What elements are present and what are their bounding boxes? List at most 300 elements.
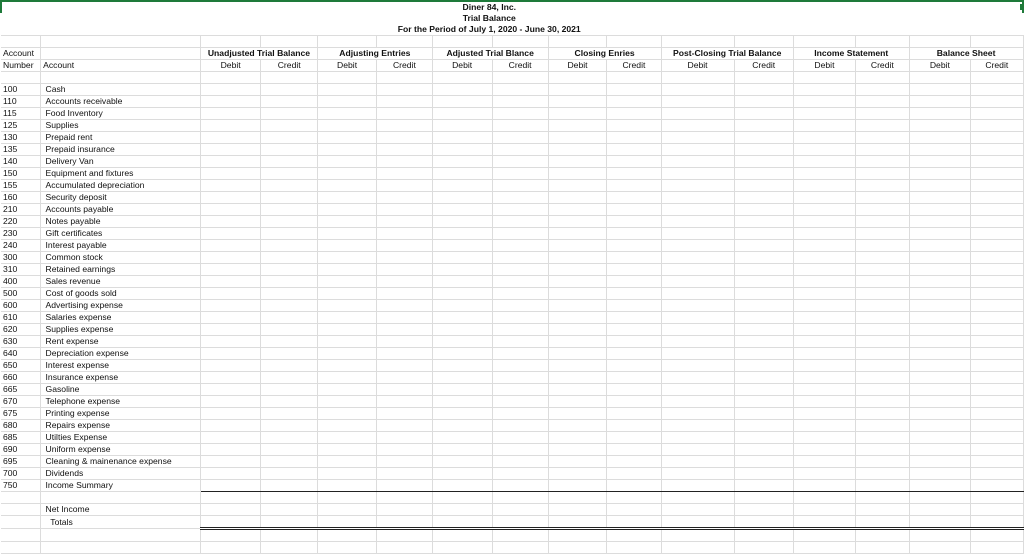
amount-cell[interactable] <box>261 204 318 216</box>
amount-cell[interactable] <box>971 300 1023 312</box>
header-number[interactable]: Number <box>1 60 41 72</box>
amount-cell[interactable] <box>734 144 793 156</box>
amount-cell[interactable] <box>793 252 855 264</box>
amount-cell[interactable] <box>548 408 607 420</box>
amount-cell[interactable] <box>793 144 855 156</box>
cell[interactable] <box>971 24 1023 36</box>
amount-cell[interactable] <box>607 420 661 432</box>
amount-cell[interactable] <box>377 144 433 156</box>
amount-cell[interactable] <box>200 420 261 432</box>
amount-cell[interactable] <box>200 360 261 372</box>
amount-cell[interactable] <box>261 252 318 264</box>
account-name[interactable]: Rent expense <box>41 336 201 348</box>
cell[interactable] <box>318 529 377 542</box>
amount-cell[interactable] <box>734 348 793 360</box>
account-name[interactable]: Depreciation expense <box>41 348 201 360</box>
amount-cell[interactable] <box>261 408 318 420</box>
amount-cell[interactable] <box>607 360 661 372</box>
account-name[interactable]: Security deposit <box>41 192 201 204</box>
cell[interactable] <box>607 492 661 504</box>
account-name[interactable]: Supplies expense <box>41 324 201 336</box>
amount-cell[interactable] <box>492 168 548 180</box>
cell[interactable] <box>41 24 201 36</box>
amount-cell[interactable] <box>548 84 607 96</box>
amount-cell[interactable] <box>971 132 1023 144</box>
amount-cell[interactable] <box>261 420 318 432</box>
cell[interactable] <box>548 36 607 48</box>
account-number[interactable]: 125 <box>1 120 41 132</box>
amount-cell[interactable] <box>793 420 855 432</box>
account-number[interactable]: 685 <box>1 432 41 444</box>
total-cell[interactable] <box>734 516 793 529</box>
amount-cell[interactable] <box>318 444 377 456</box>
amount-cell[interactable] <box>548 252 607 264</box>
amount-cell[interactable] <box>661 264 734 276</box>
amount-cell[interactable] <box>607 120 661 132</box>
amount-cell[interactable] <box>793 348 855 360</box>
cell[interactable] <box>200 492 261 504</box>
amount-cell[interactable] <box>855 96 909 108</box>
cell[interactable] <box>855 24 909 36</box>
amount-cell[interactable] <box>318 276 377 288</box>
cell[interactable] <box>377 36 433 48</box>
account-number[interactable]: 100 <box>1 84 41 96</box>
amount-cell[interactable] <box>793 180 855 192</box>
amount-cell[interactable] <box>909 84 970 96</box>
cell[interactable] <box>492 529 548 542</box>
amount-cell[interactable] <box>492 180 548 192</box>
amount-cell[interactable] <box>793 324 855 336</box>
amount-cell[interactable] <box>492 192 548 204</box>
amount-cell[interactable] <box>548 504 607 516</box>
amount-cell[interactable] <box>492 384 548 396</box>
amount-cell[interactable] <box>377 192 433 204</box>
amount-cell[interactable] <box>432 348 492 360</box>
amount-cell[interactable] <box>607 384 661 396</box>
account-number[interactable]: 240 <box>1 240 41 252</box>
account-number[interactable]: 500 <box>1 288 41 300</box>
amount-cell[interactable] <box>548 108 607 120</box>
amount-cell[interactable] <box>548 168 607 180</box>
amount-cell[interactable] <box>548 420 607 432</box>
cell[interactable] <box>971 1 1023 13</box>
amount-cell[interactable] <box>261 444 318 456</box>
amount-cell[interactable] <box>548 300 607 312</box>
cell[interactable] <box>855 72 909 84</box>
cell[interactable] <box>548 542 607 554</box>
amount-cell[interactable] <box>432 444 492 456</box>
amount-cell[interactable] <box>855 408 909 420</box>
credit-header[interactable]: Credit <box>855 60 909 72</box>
amount-cell[interactable] <box>909 408 970 420</box>
amount-cell[interactable] <box>548 384 607 396</box>
amount-cell[interactable] <box>734 336 793 348</box>
amount-cell[interactable] <box>548 348 607 360</box>
amount-cell[interactable] <box>661 504 734 516</box>
amount-cell[interactable] <box>261 180 318 192</box>
amount-cell[interactable] <box>734 432 793 444</box>
amount-cell[interactable] <box>377 120 433 132</box>
cell[interactable] <box>492 36 548 48</box>
amount-cell[interactable] <box>200 120 261 132</box>
amount-cell[interactable] <box>909 456 970 468</box>
amount-cell[interactable] <box>318 168 377 180</box>
amount-cell[interactable] <box>607 504 661 516</box>
amount-cell[interactable] <box>261 468 318 480</box>
account-name[interactable]: Cleaning & mainenance expense <box>41 456 201 468</box>
amount-cell[interactable] <box>377 228 433 240</box>
amount-cell[interactable] <box>793 192 855 204</box>
amount-cell[interactable] <box>548 372 607 384</box>
amount-cell[interactable] <box>661 324 734 336</box>
amount-cell[interactable] <box>734 444 793 456</box>
cell[interactable] <box>793 13 855 24</box>
amount-cell[interactable] <box>607 312 661 324</box>
amount-cell[interactable] <box>318 192 377 204</box>
cell[interactable] <box>41 13 201 24</box>
amount-cell[interactable] <box>261 384 318 396</box>
cell[interactable] <box>200 13 261 24</box>
amount-cell[interactable] <box>432 384 492 396</box>
cell[interactable] <box>607 36 661 48</box>
cell[interactable] <box>971 72 1023 84</box>
amount-cell[interactable] <box>492 216 548 228</box>
account-name[interactable]: Gasoline <box>41 384 201 396</box>
amount-cell[interactable] <box>734 420 793 432</box>
amount-cell[interactable] <box>734 384 793 396</box>
amount-cell[interactable] <box>377 348 433 360</box>
cell[interactable] <box>734 1 793 13</box>
amount-cell[interactable] <box>607 408 661 420</box>
amount-cell[interactable] <box>855 264 909 276</box>
amount-cell[interactable] <box>492 264 548 276</box>
amount-cell[interactable] <box>909 168 970 180</box>
amount-cell[interactable] <box>318 408 377 420</box>
amount-cell[interactable] <box>661 240 734 252</box>
amount-cell[interactable] <box>734 288 793 300</box>
amount-cell[interactable] <box>855 252 909 264</box>
amount-cell[interactable] <box>793 108 855 120</box>
amount-cell[interactable] <box>971 168 1023 180</box>
amount-cell[interactable] <box>200 204 261 216</box>
amount-cell[interactable] <box>909 144 970 156</box>
amount-cell[interactable] <box>492 300 548 312</box>
amount-cell[interactable] <box>971 108 1023 120</box>
account-name[interactable]: Interest expense <box>41 360 201 372</box>
cell[interactable] <box>200 1 261 13</box>
amount-cell[interactable] <box>734 324 793 336</box>
amount-cell[interactable] <box>909 468 970 480</box>
amount-cell[interactable] <box>318 348 377 360</box>
amount-cell[interactable] <box>734 456 793 468</box>
amount-cell[interactable] <box>909 228 970 240</box>
total-cell[interactable] <box>200 516 261 529</box>
amount-cell[interactable] <box>793 360 855 372</box>
account-name[interactable]: Printing expense <box>41 408 201 420</box>
account-number[interactable]: 630 <box>1 336 41 348</box>
cell[interactable] <box>377 529 433 542</box>
amount-cell[interactable] <box>318 156 377 168</box>
amount-cell[interactable] <box>548 204 607 216</box>
amount-cell[interactable] <box>261 156 318 168</box>
amount-cell[interactable] <box>492 432 548 444</box>
account-name[interactable]: Utilties Expense <box>41 432 201 444</box>
amount-cell[interactable] <box>548 228 607 240</box>
amount-cell[interactable] <box>261 300 318 312</box>
cell[interactable] <box>793 72 855 84</box>
amount-cell[interactable] <box>548 132 607 144</box>
amount-cell[interactable] <box>909 504 970 516</box>
account-number[interactable]: 400 <box>1 276 41 288</box>
amount-cell[interactable] <box>318 288 377 300</box>
debit-header[interactable]: Debit <box>200 60 261 72</box>
cell[interactable] <box>41 36 201 48</box>
amount-cell[interactable] <box>909 132 970 144</box>
amount-cell[interactable] <box>548 480 607 492</box>
amount-cell[interactable] <box>971 372 1023 384</box>
amount-cell[interactable] <box>734 228 793 240</box>
amount-cell[interactable] <box>607 84 661 96</box>
amount-cell[interactable] <box>492 108 548 120</box>
cell[interactable] <box>734 13 793 24</box>
cell[interactable] <box>734 492 793 504</box>
amount-cell[interactable] <box>432 408 492 420</box>
amount-cell[interactable] <box>734 204 793 216</box>
cell[interactable] <box>909 492 970 504</box>
account-number[interactable]: 660 <box>1 372 41 384</box>
amount-cell[interactable] <box>377 360 433 372</box>
amount-cell[interactable] <box>377 264 433 276</box>
account-name[interactable]: Repairs expense <box>41 420 201 432</box>
amount-cell[interactable] <box>607 396 661 408</box>
amount-cell[interactable] <box>734 372 793 384</box>
total-cell[interactable] <box>971 516 1023 529</box>
amount-cell[interactable] <box>318 312 377 324</box>
cell[interactable] <box>793 542 855 554</box>
cell[interactable] <box>607 529 661 542</box>
cell[interactable] <box>432 529 492 542</box>
amount-cell[interactable] <box>492 84 548 96</box>
amount-cell[interactable] <box>607 132 661 144</box>
account-name[interactable]: Dividends <box>41 468 201 480</box>
amount-cell[interactable] <box>377 96 433 108</box>
amount-cell[interactable] <box>855 156 909 168</box>
cell[interactable] <box>261 24 318 36</box>
amount-cell[interactable] <box>318 180 377 192</box>
amount-cell[interactable] <box>377 420 433 432</box>
amount-cell[interactable] <box>432 168 492 180</box>
amount-cell[interactable] <box>377 336 433 348</box>
amount-cell[interactable] <box>971 324 1023 336</box>
amount-cell[interactable] <box>318 84 377 96</box>
amount-cell[interactable] <box>261 288 318 300</box>
amount-cell[interactable] <box>548 144 607 156</box>
amount-cell[interactable] <box>377 456 433 468</box>
cell[interactable] <box>661 529 734 542</box>
account-number[interactable]: 690 <box>1 444 41 456</box>
account-number[interactable]: 665 <box>1 384 41 396</box>
amount-cell[interactable] <box>377 504 433 516</box>
amount-cell[interactable] <box>607 204 661 216</box>
amount-cell[interactable] <box>492 348 548 360</box>
total-cell[interactable] <box>492 516 548 529</box>
amount-cell[interactable] <box>548 444 607 456</box>
amount-cell[interactable] <box>377 276 433 288</box>
amount-cell[interactable] <box>548 240 607 252</box>
cell[interactable] <box>548 529 607 542</box>
amount-cell[interactable] <box>661 348 734 360</box>
credit-header[interactable]: Credit <box>734 60 793 72</box>
cell[interactable] <box>971 13 1023 24</box>
amount-cell[interactable] <box>200 408 261 420</box>
amount-cell[interactable] <box>432 120 492 132</box>
amount-cell[interactable] <box>855 336 909 348</box>
amount-cell[interactable] <box>261 348 318 360</box>
amount-cell[interactable] <box>492 480 548 492</box>
amount-cell[interactable] <box>734 240 793 252</box>
amount-cell[interactable] <box>793 480 855 492</box>
amount-cell[interactable] <box>793 168 855 180</box>
account-name[interactable]: Accumulated depreciation <box>41 180 201 192</box>
total-cell[interactable] <box>318 516 377 529</box>
amount-cell[interactable] <box>971 120 1023 132</box>
amount-cell[interactable] <box>200 252 261 264</box>
amount-cell[interactable] <box>548 156 607 168</box>
amount-cell[interactable] <box>793 372 855 384</box>
account-number[interactable]: 700 <box>1 468 41 480</box>
amount-cell[interactable] <box>377 288 433 300</box>
amount-cell[interactable] <box>971 480 1023 492</box>
account-name[interactable]: Equipment and fixtures <box>41 168 201 180</box>
amount-cell[interactable] <box>261 96 318 108</box>
account-number[interactable]: 300 <box>1 252 41 264</box>
amount-cell[interactable] <box>734 252 793 264</box>
amount-cell[interactable] <box>200 348 261 360</box>
amount-cell[interactable] <box>261 480 318 492</box>
amount-cell[interactable] <box>377 168 433 180</box>
amount-cell[interactable] <box>377 312 433 324</box>
account-name[interactable]: Gift certificates <box>41 228 201 240</box>
amount-cell[interactable] <box>661 192 734 204</box>
amount-cell[interactable] <box>793 276 855 288</box>
account-number[interactable]: 675 <box>1 408 41 420</box>
cell[interactable] <box>200 72 261 84</box>
amount-cell[interactable] <box>318 108 377 120</box>
amount-cell[interactable] <box>855 132 909 144</box>
amount-cell[interactable] <box>200 264 261 276</box>
account-number[interactable]: 670 <box>1 396 41 408</box>
amount-cell[interactable] <box>661 180 734 192</box>
amount-cell[interactable] <box>377 216 433 228</box>
account-name[interactable]: Advertising expense <box>41 300 201 312</box>
cell[interactable] <box>793 24 855 36</box>
amount-cell[interactable] <box>548 276 607 288</box>
amount-cell[interactable] <box>661 432 734 444</box>
amount-cell[interactable] <box>261 216 318 228</box>
cell[interactable] <box>432 36 492 48</box>
amount-cell[interactable] <box>607 108 661 120</box>
account-name[interactable]: Income Summary <box>41 480 201 492</box>
account-name[interactable]: Notes payable <box>41 216 201 228</box>
amount-cell[interactable] <box>200 300 261 312</box>
amount-cell[interactable] <box>548 264 607 276</box>
cell[interactable] <box>377 72 433 84</box>
amount-cell[interactable] <box>492 144 548 156</box>
cell[interactable] <box>318 72 377 84</box>
amount-cell[interactable] <box>971 192 1023 204</box>
cell[interactable] <box>41 72 201 84</box>
amount-cell[interactable] <box>607 252 661 264</box>
amount-cell[interactable] <box>661 120 734 132</box>
cell[interactable] <box>793 529 855 542</box>
amount-cell[interactable] <box>855 384 909 396</box>
amount-cell[interactable] <box>318 420 377 432</box>
amount-cell[interactable] <box>607 264 661 276</box>
account-number[interactable]: 130 <box>1 132 41 144</box>
amount-cell[interactable] <box>909 432 970 444</box>
amount-cell[interactable] <box>855 84 909 96</box>
amount-cell[interactable] <box>855 324 909 336</box>
amount-cell[interactable] <box>855 144 909 156</box>
cell[interactable] <box>793 36 855 48</box>
debit-header[interactable]: Debit <box>548 60 607 72</box>
amount-cell[interactable] <box>971 336 1023 348</box>
amount-cell[interactable] <box>261 108 318 120</box>
amount-cell[interactable] <box>492 372 548 384</box>
amount-cell[interactable] <box>200 144 261 156</box>
amount-cell[interactable] <box>432 276 492 288</box>
amount-cell[interactable] <box>909 312 970 324</box>
amount-cell[interactable] <box>607 300 661 312</box>
amount-cell[interactable] <box>377 132 433 144</box>
amount-cell[interactable] <box>793 288 855 300</box>
cell[interactable] <box>548 492 607 504</box>
account-name[interactable]: Uniform expense <box>41 444 201 456</box>
amount-cell[interactable] <box>661 300 734 312</box>
amount-cell[interactable] <box>318 504 377 516</box>
amount-cell[interactable] <box>200 456 261 468</box>
amount-cell[interactable] <box>432 144 492 156</box>
amount-cell[interactable] <box>548 432 607 444</box>
cell[interactable] <box>1 504 41 516</box>
amount-cell[interactable] <box>548 96 607 108</box>
amount-cell[interactable] <box>971 288 1023 300</box>
account-number[interactable]: 600 <box>1 300 41 312</box>
amount-cell[interactable] <box>261 264 318 276</box>
amount-cell[interactable] <box>734 216 793 228</box>
amount-cell[interactable] <box>661 288 734 300</box>
amount-cell[interactable] <box>318 252 377 264</box>
amount-cell[interactable] <box>971 432 1023 444</box>
amount-cell[interactable] <box>607 180 661 192</box>
cell[interactable] <box>971 36 1023 48</box>
amount-cell[interactable] <box>318 432 377 444</box>
amount-cell[interactable] <box>318 384 377 396</box>
amount-cell[interactable] <box>200 108 261 120</box>
amount-cell[interactable] <box>793 468 855 480</box>
cell[interactable] <box>261 1 318 13</box>
account-number[interactable]: 640 <box>1 348 41 360</box>
amount-cell[interactable] <box>492 276 548 288</box>
cell[interactable] <box>318 492 377 504</box>
cell[interactable] <box>377 542 433 554</box>
account-number[interactable]: 115 <box>1 108 41 120</box>
amount-cell[interactable] <box>492 156 548 168</box>
amount-cell[interactable] <box>661 480 734 492</box>
cell[interactable] <box>909 24 970 36</box>
amount-cell[interactable] <box>855 204 909 216</box>
amount-cell[interactable] <box>793 228 855 240</box>
